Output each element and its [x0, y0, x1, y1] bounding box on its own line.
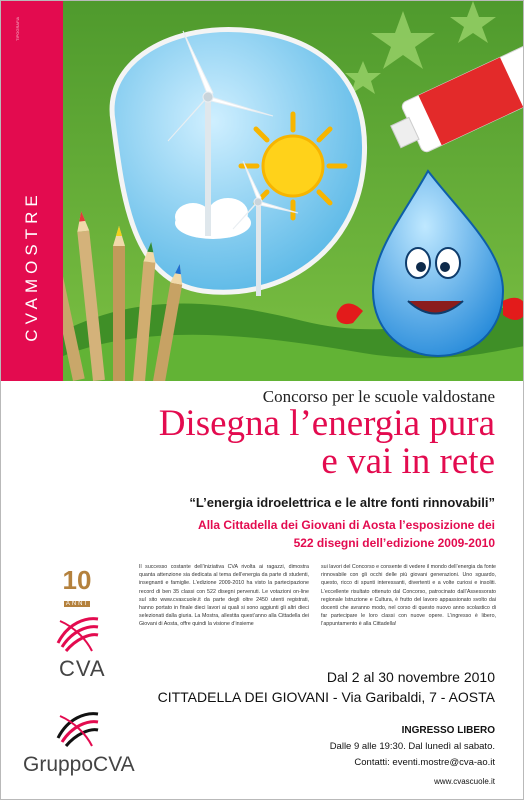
exhibit-line1: Alla Cittadella dei Giovani di Aosta l’esposizione dei	[198, 518, 495, 532]
side-band-small-note: TIPOGRAFIA	[15, 16, 20, 41]
cva-logo-icon	[56, 613, 100, 653]
event-venue: CITTADELLA DEI GIOVANI - Via Garibaldi, 7 - AOSTA	[157, 689, 495, 705]
opening-hours: Dalle 9 alle 19:30. Dal lunedì al sabato.	[329, 741, 495, 752]
illustration-svg	[63, 1, 524, 381]
gruppo-cva-logo-text: GruppoCVA	[23, 753, 135, 776]
free-entry: INGRESSO LIBERO	[401, 725, 495, 736]
main-title-line2: e vai in rete	[321, 441, 495, 482]
contact-email[interactable]: Contatti: eventi.mostre@cva-ao.it	[354, 757, 495, 768]
theme-quote: “L’energia idroelettrica e le altre fonti rinnovabili”	[189, 495, 495, 510]
cva-logo-text: CVA	[59, 656, 106, 681]
hero-illustration	[63, 1, 524, 381]
exhibit-info	[75, 516, 495, 552]
exhibit-line2: 522 disegni dell’edizione 2009-2010	[293, 536, 495, 550]
event-dates: Dal 2 al 30 novembre 2010	[326, 669, 495, 685]
body-column-2: sui lavori del Concorso e consente di vedere il mondo dell’energia da fonte rinnovabile con gli occhi delle più giovani generazioni. Uno sguardo, questo, ricco di spunti interessanti, divertenti e a volte curiosi e insoliti. L’eccellente risultato ottenuto dal Concorso, patrocinato dall’Assessorato regionale Istruzione e Cultura, è frutto del lavoro appassionato svolto dai docenti che avranno modo, nel corso di questo nuovo anno scolastico di far partecipare le loro classi con nuove opere. L’ingresso è libero, l’appuntamento è alla Cittadella!	[321, 564, 496, 628]
ten-years-badge	[61, 565, 93, 608]
main-title-line1: Disegna l’energia pura	[158, 403, 495, 444]
main-title	[25, 405, 495, 481]
ten-years-word: ANNI	[65, 601, 89, 607]
ten-years-number: 10	[62, 565, 92, 595]
website-link[interactable]: www.cvascuole.it	[434, 777, 495, 786]
contest-subtitle: Concorso per le scuole valdostane	[262, 387, 495, 406]
gruppo-cva-logo-icon	[56, 706, 100, 748]
clouds	[175, 198, 251, 239]
side-band	[1, 1, 63, 381]
body-column-1: Il successo costante dell’iniziativa CVA rivolta ai ragazzi, dimostra quanta attenzione sia dedicata al tema dell’energia da parte di studenti, insegnanti e famiglie. L’edizione 2009-2010 ha visto la partecipazione record di ben 35 classi con 522 disegni pervenuti. Le votazioni on-line sul sito www.cvascuole.it da parte degli oltre 2450 utenti registrati, hanno portato in finale dieci lavori ai quali si sono aggiunti gli altri dieci selezionati dalla giuria. La Mostra, allestita quest’anno alla Cittadella dei Giovani di Aosta, offre quindi la visione d’insieme	[139, 564, 309, 628]
side-band-label: CVAMOSTRE	[22, 190, 41, 342]
